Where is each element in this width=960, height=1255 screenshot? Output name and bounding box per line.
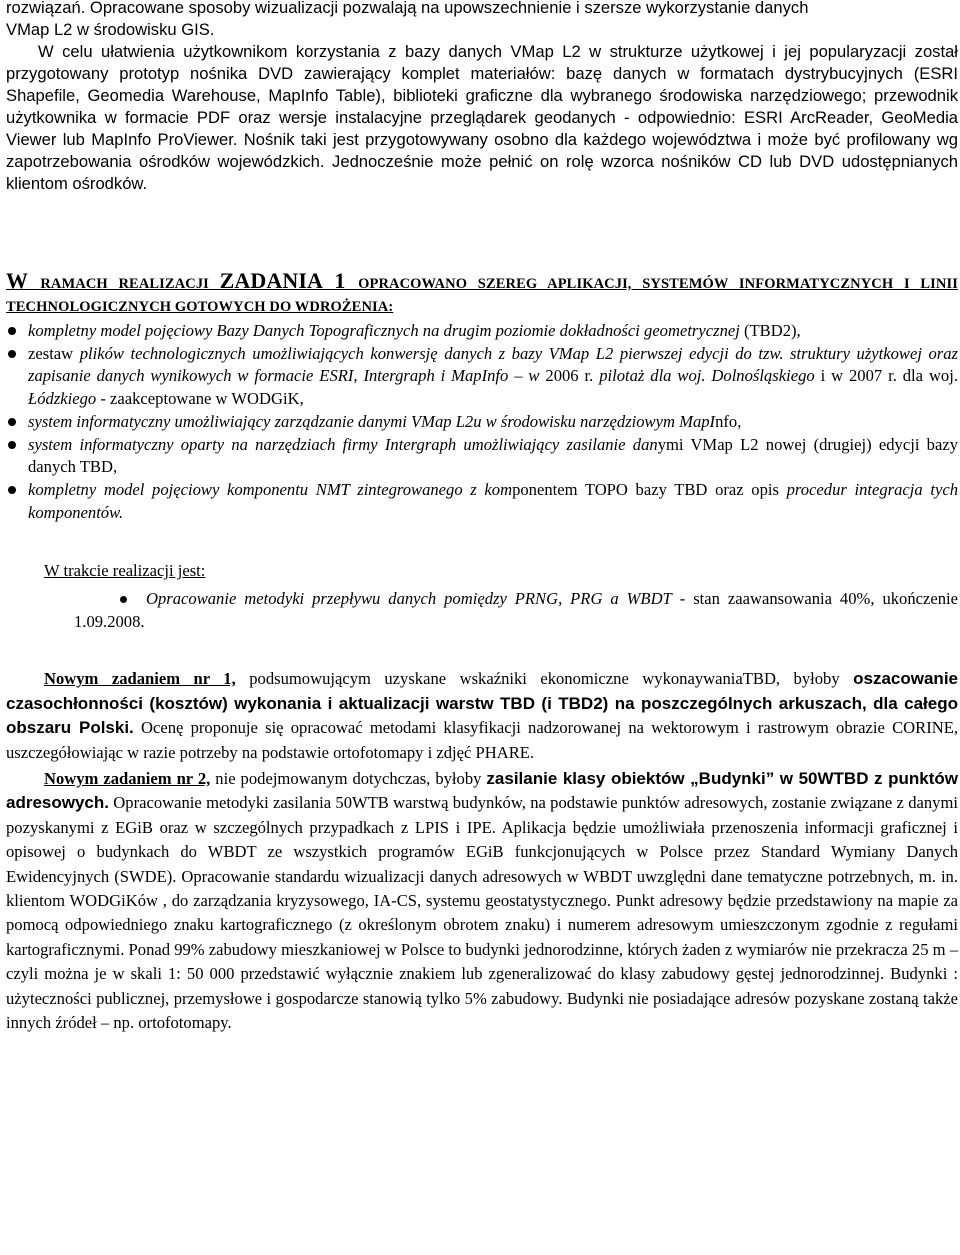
intro-line-1: rozwiązań. Opracowane sposoby wizualizacji pozwalają na upowszechnienie i szersze wykorzystanie danych bbox=[6, 0, 809, 17]
in-progress-title: W trakcie realizacji jest: bbox=[44, 561, 206, 581]
bullet-icon bbox=[8, 486, 16, 494]
list-item: system informatyczny umożliwiający zarządzanie danymi VMap L2u w środowisku narzędziowym MapInfo, bbox=[6, 411, 958, 434]
intro-line-2: VMap L2 w środowisku GIS. bbox=[6, 20, 215, 39]
document-page bbox=[6, 0, 958, 1035]
intro-paragraph bbox=[6, 0, 958, 41]
list-item: kompletny model pojęciowy Bazy Danych Topograficznych na drugim poziomie dokładności geometrycznej (TBD2), bbox=[6, 320, 958, 343]
bullet-icon bbox=[8, 418, 16, 426]
bullet-icon bbox=[8, 327, 16, 335]
achievements-list bbox=[6, 320, 958, 524]
bullet-icon bbox=[8, 350, 16, 358]
bullet-icon bbox=[8, 441, 16, 449]
in-progress-item: Opracowanie metodyki przepływu danych pomiędzy PRNG, PRG a WBDT - stan zaawansowania 40%, ukończenie 1.09.2008. bbox=[74, 589, 958, 631]
task1-heading: W RAMACH REALIZACJI ZADANIA 1 OPRACOWANO SZEREG APLIKACJI, SYSTEMÓW INFORMATYCZNYCH I LINII TECHNOLOGICZNYCH GOTOWYCH DO WDROŻENIA: bbox=[6, 268, 958, 315]
list-item: zestaw plików technologicznych umożliwiających konwersję danych z bazy VMap L2 pierwszej edycji do tzw. struktury użytkowej oraz zapisanie danych wynikowych w formacie ESRI, Intergraph i MapInfo – w 2006 r. pilotaż dla woj. Dolnośląskiego i w 2007 r. dla woj. Łódzkiego - zaakceptowane w WODGiK, bbox=[6, 343, 958, 411]
new-task-2-paragraph: Nowym zadaniem nr 2, nie podejmowanym dotychczas, byłoby zasilanie klasy obiektów „Budynki” w 50WTBD z punktów adresowych. Opracowanie metodyki zasilania 50WTB warstwą budynków, na podstawie punktów adresowych, zostanie związane z danymi pozyskanymi z EGiB oraz w szczególnych przypadkach z LPIS i IPE. Aplikacja będzie umożliwiała przenoszenia informacji graficznej i opisowej o budynkach do WBDT ze wszystkich programów EGiB funkcjonujących w Polsce przez Standard Wymiany Danych Ewidencyjnych (SWDE). Opracowanie standardu wizualizacji danych adresowych w WBDT uwzględni dane tematyczne potrzebnych, m. in. klientom WODGiKów , do zarządzania kryzysowego, IA-CS, systemu geostatystycznego. Punkt adresowy będzie przedstawiony na mapie za pomocą odpowiedniego znaku kartograficznego (z określonym obrotem znaku) i numerem adresowym umieszczonym zgodnie z regułami kartograficznymi. Ponad 99% zabudowy mieszkaniowej w Polsce to budynki jednorodzinne, których żaden z wymiarów nie przekracza 25 m – czyli można je w skali 1: 50 000 przedstawić wyłącznie znakiem lub zgeneralizować do klasy zabudowy gęstej jednorodzinnej. Budynki : użyteczności publicznej, przemysłowe i gospodarcze stanowią tylko 5% zabudowy. Budynki nie posiadające adresów pozyskane zostaną także innych źródeł – np. ortofotomapy. bbox=[6, 768, 959, 1033]
list-item: system informatyczny oparty na narzędziach firmy Intergraph umożliwiający zasilanie danymi VMap L2 nowej (drugiej) edycji bazy danych TBD, bbox=[6, 434, 958, 479]
dvd-prototype-paragraph: W celu ułatwienia użytkownikom korzystania z bazy danych VMap L2 w strukturze użytkowej i jej popularyzacji został przygotowany prototyp nośnika DVD zawierający komplet materiałów: bazę danych w formatach dystrybucyjnych (ESRI Shapefile, Geomedia Warehouse, MapInfo Table), biblioteki graficzne dla wybranego środowiska narzędziowego; przewodnik użytkownika w formacie PDF oraz wersje instalacyjne przeglądarek geodanych - odpowiednio: ESRI ArcReader, GeoMedia Viewer lub MapInfo ProViewer. Nośnik taki jest przygotowywany osobno dla każdego województwa i może być profilowany wg zapotrzebowania ośrodków wojewódzkich. Jednocześnie może pełnić on rolę wzorca nośników CD lub DVD udostępnianych klientom ośrodków. bbox=[6, 42, 958, 193]
list-item: kompletny model pojęciowy komponentu NMT zintegrowanego z komponentem TOPO bazy TBD oraz opis procedur integracja tych komponentów. bbox=[6, 479, 958, 524]
new-task-1-paragraph: Nowym zadaniem nr 1, podsumowującym uzyskane wskaźniki ekonomiczne wykonaywaniaTBD, byłoby oszacowanie czasochłonności (kosztów) wykonania i aktualizacji warstw TBD (i TBD2) na poszczególnych arkuszach, dla całego obszaru Polski. Ocenę proponuje się opracować metodami klasyfikacji nadzorowanej na wektorowym i rastrowym obrazie CORINE, uszczegółowiając w razie potrzeby na podstawie ortofotomapy i zdjęć PHARE. bbox=[6, 669, 958, 762]
